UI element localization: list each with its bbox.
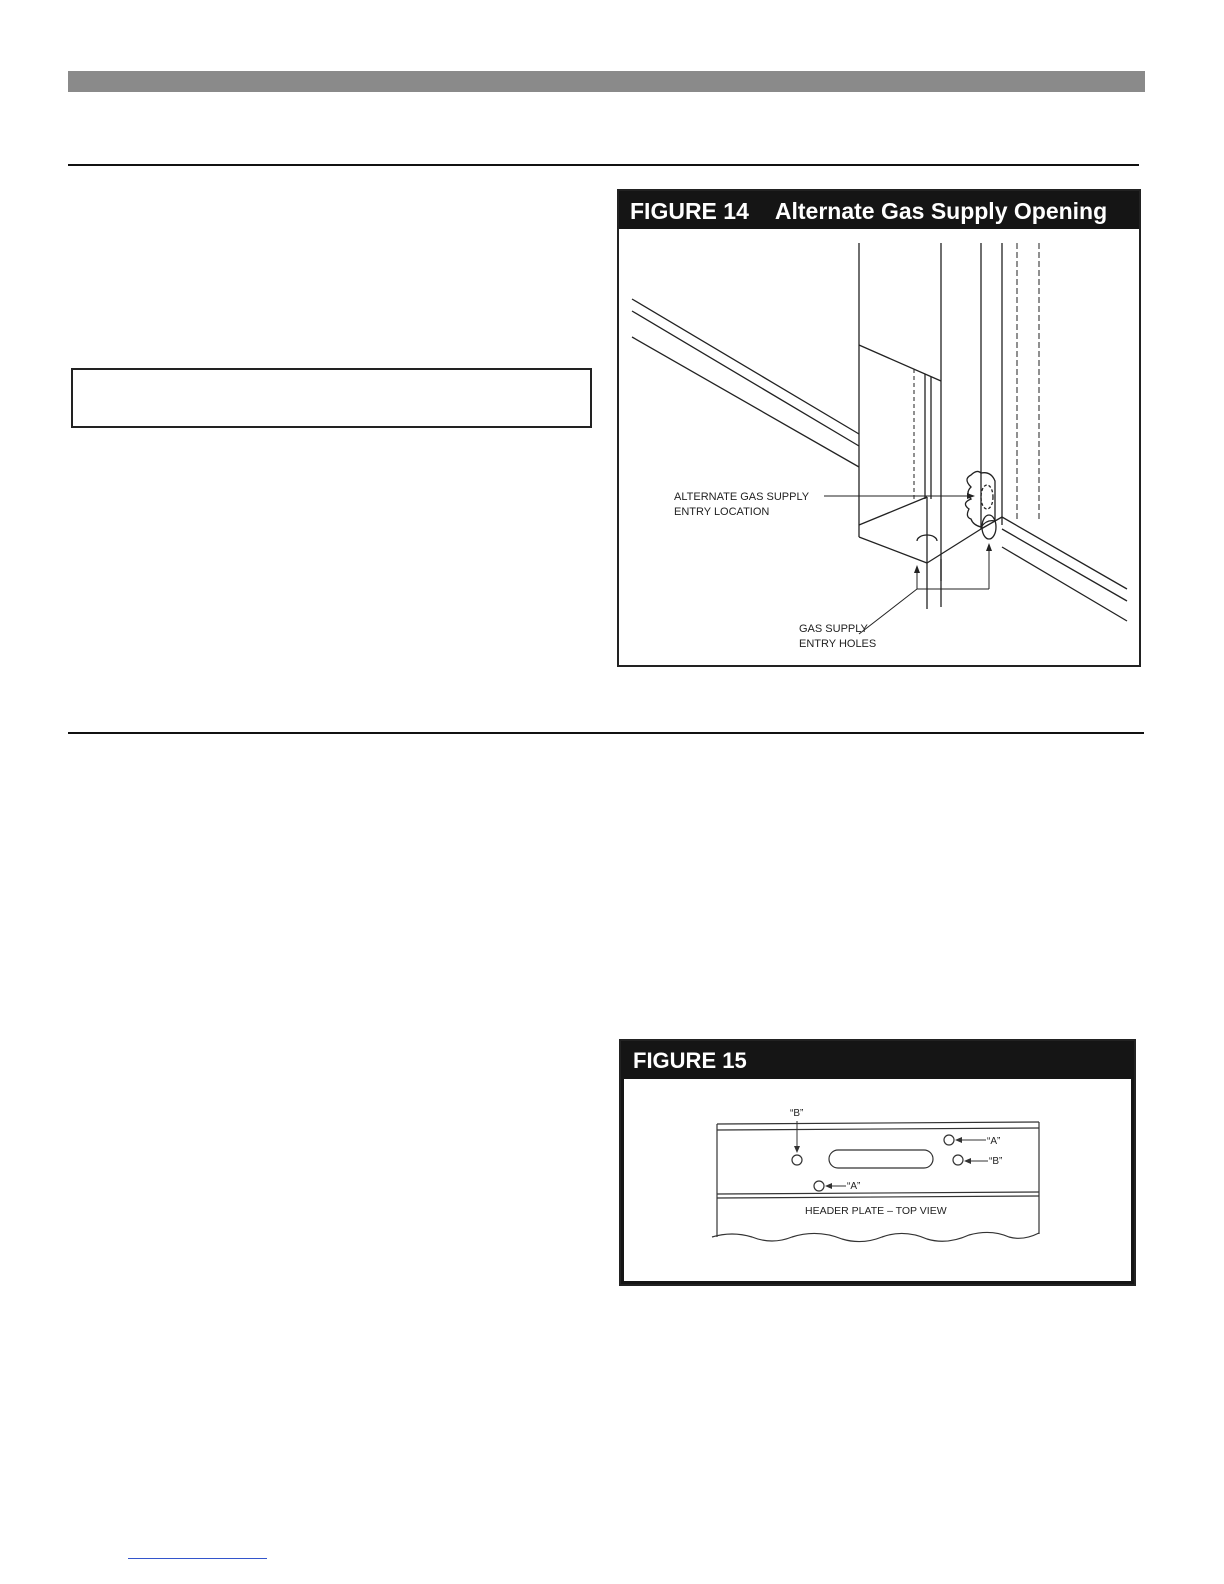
section-divider-middle: [68, 732, 1144, 734]
figure-15-caption: HEADER PLATE – TOP VIEW: [805, 1205, 947, 1217]
figure-15-label-b-top: “B”: [790, 1108, 804, 1119]
section-divider-top: [68, 164, 1139, 166]
figure-14-holes-label-2: ENTRY HOLES: [799, 638, 877, 650]
figure-15-header: [621, 1041, 1134, 1077]
figure-15-body: [624, 1079, 1131, 1281]
figure-15: [619, 1039, 1136, 1286]
figure-14-number: FIGURE 14: [630, 198, 749, 224]
figure-14-alt-label-2: ENTRY LOCATION: [674, 506, 770, 518]
figure-15-label-a-right: “A”: [987, 1136, 1001, 1147]
footer-link-underline[interactable]: [128, 1558, 267, 1559]
figure-14-holes-label-1: GAS SUPPLY: [799, 623, 868, 635]
figure-14-header: [619, 191, 1139, 229]
note-box: [71, 368, 592, 428]
figure-14-title: Alternate Gas Supply Opening: [774, 198, 1108, 224]
figure-15-label-b-right: “B”: [989, 1156, 1003, 1167]
figure-15-label-a-bottom: “A”: [847, 1181, 861, 1192]
figure-15-number: FIGURE 15: [633, 1048, 747, 1073]
figure-14-drawing: [619, 229, 1139, 665]
header-bar: [68, 71, 1145, 92]
figure-14: [617, 189, 1141, 667]
figure-15-drawing: [624, 1079, 1135, 1285]
figure-14-alt-label-1: ALTERNATE GAS SUPPLY: [674, 491, 810, 503]
